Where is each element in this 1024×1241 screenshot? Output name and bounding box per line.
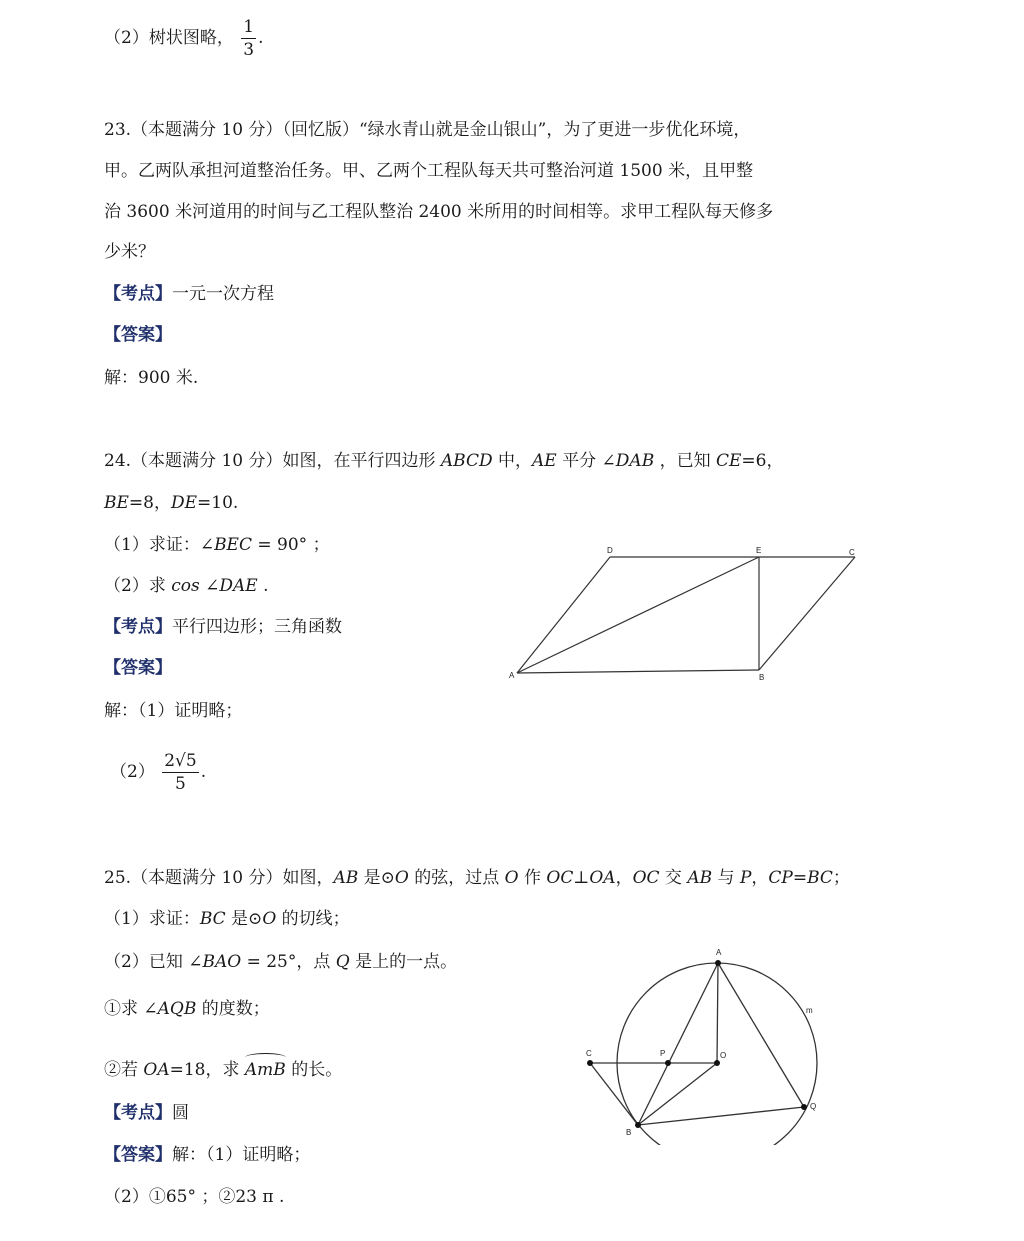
q24-dab: DAB <box>615 451 655 471</box>
q22-answer-line <box>104 16 263 61</box>
point-a <box>715 960 721 966</box>
q24-part-1 <box>104 533 330 557</box>
q24-ae: AE <box>532 451 557 471</box>
q25-text: （2）已知 ∠ <box>104 952 203 972</box>
label-m: m <box>806 1006 813 1015</box>
q24-line-2 <box>104 491 238 515</box>
label-q: Q <box>810 1102 817 1111</box>
q25-text: 的弦，过点 <box>408 868 505 888</box>
q25-bao: BAO <box>202 952 242 972</box>
q23-answer-heading <box>104 323 172 347</box>
segment-bq <box>638 1107 804 1125</box>
q24-kaodian-tag: 【考点】 <box>104 617 172 637</box>
label-a: A <box>716 948 722 957</box>
q22-frac-den: 3 <box>243 40 255 60</box>
q24-text: ∠ <box>199 576 220 596</box>
q24-text: . <box>257 576 269 596</box>
q25-text: = 25°，点 <box>241 952 336 972</box>
q24-text: （1）求证：∠ <box>104 535 215 555</box>
q24-kaodian-text: 平行四边形；三角函数 <box>172 617 342 637</box>
q24-solution-1: 解：（1）证明略； <box>104 701 243 721</box>
label-c: C <box>849 548 855 557</box>
q24-solution-2 <box>110 750 206 795</box>
q25-kaodian <box>104 1101 189 1125</box>
q25-circle-figure <box>580 945 840 1145</box>
q25-p: P <box>739 868 752 888</box>
q25-ab: AB <box>687 868 713 888</box>
q25-text: 的度数； <box>196 999 270 1019</box>
q24-text: =10. <box>197 493 239 513</box>
label-c: C <box>586 1049 592 1058</box>
q24-cos: cos <box>171 576 200 596</box>
q23-line-2: 甲。乙两队承担河道整治任务。甲、乙两个工程队每天共可整治河道 1500 米，且甲整 <box>104 161 754 181</box>
q25-arc-amb: AmB <box>244 1060 286 1080</box>
q25-line-1 <box>104 866 850 890</box>
q24-solution-2-suffix: . <box>200 762 207 782</box>
q22-suffix: . <box>258 28 264 48</box>
q24-be: BE <box>104 493 129 513</box>
edge-ad <box>517 557 610 673</box>
q25-text: 与 <box>712 868 740 888</box>
q25-o: O <box>394 868 409 888</box>
edge-ab <box>517 670 759 673</box>
q23-kaodian-tag: 【考点】 <box>104 284 172 304</box>
q24-frac-den: 5 <box>175 774 186 794</box>
label-b: B <box>759 673 765 682</box>
q24-text: 平分 ∠ <box>556 451 616 471</box>
point-c <box>587 1060 593 1066</box>
q22-fraction <box>241 16 256 61</box>
q25-text: 25.（本题满分 10 分）如图， <box>104 868 334 888</box>
q25-cp-bc: CP=BC <box>768 868 833 888</box>
point-p <box>665 1060 671 1066</box>
segment-ab <box>638 963 718 1125</box>
q25-answer-text: 解：（1）证明略； <box>172 1145 311 1165</box>
q25-text: 是⊙ <box>358 868 395 888</box>
q25-oc-perp-oa: OC⊥OA <box>546 868 616 888</box>
q25-kaodian-text: 圆 <box>172 1103 189 1123</box>
q24-ce: CE <box>716 451 742 471</box>
q25-sub-1 <box>104 997 270 1021</box>
q25-part-2 <box>104 950 457 974</box>
q23-answer-tag: 【答案】 <box>104 325 172 345</box>
q25-o: O <box>262 909 277 929</box>
q23-kaodian-text: 一元一次方程 <box>172 284 274 304</box>
label-o: O <box>720 1051 727 1060</box>
q25-part-1 <box>104 907 350 931</box>
q25-aqb: AQB <box>157 999 197 1019</box>
q25-text: 作 <box>518 868 547 888</box>
q23-line-3: 治 3600 米河道用的时间与乙工程队整治 2400 米所用的时间相等。求甲工程队每天修多 <box>104 202 774 222</box>
q25-ab: AB <box>333 868 359 888</box>
q24-text: （2）求 <box>104 576 172 596</box>
q24-text: =8， <box>128 493 171 513</box>
q25-text: 是⊙ <box>225 909 263 929</box>
q24-text: =6， <box>741 451 784 471</box>
q25-kaodian-tag: 【考点】 <box>104 1103 172 1123</box>
q24-solution-fraction <box>162 750 198 795</box>
q25-text: 是上的一点。 <box>349 952 458 972</box>
q25-text: （1）求证： <box>104 909 200 929</box>
label-a: A <box>509 671 515 680</box>
point-b <box>635 1122 641 1128</box>
point-q <box>801 1104 807 1110</box>
q24-text: 中， <box>492 451 533 471</box>
label-e: E <box>756 546 762 555</box>
q25-text: ； <box>832 868 850 888</box>
q24-part-2 <box>104 574 269 598</box>
q25-text: 的长。 <box>285 1060 343 1080</box>
q23-line-1: 23.（本题满分 10 分）（回忆版）“绿水青山就是金山银山”，为了更进一步优化环境， <box>104 120 751 140</box>
q25-text: ， <box>615 868 633 888</box>
q25-text: ， <box>751 868 769 888</box>
q24-text: = 90° ； <box>251 535 330 555</box>
q25-text: =18，求 <box>169 1060 245 1080</box>
q24-abcd: ABCD <box>440 451 493 471</box>
q22-prefix: （2）树状图略， <box>104 28 234 48</box>
q25-text: ②若 <box>104 1060 144 1080</box>
label-d: D <box>607 546 613 555</box>
point-o <box>714 1060 720 1066</box>
q24-dae: DAE <box>219 576 258 596</box>
q25-o: O <box>504 868 519 888</box>
q24-text: 24.（本题满分 10 分）如图，在平行四边形 <box>104 451 441 471</box>
q25-oc: OC <box>632 868 660 888</box>
label-p: P <box>660 1049 666 1058</box>
label-b: B <box>626 1128 632 1137</box>
q25-text: ①求 ∠ <box>104 999 158 1019</box>
segment-aq <box>718 963 804 1107</box>
segment-bc <box>590 1063 638 1125</box>
q25-q: Q <box>335 952 350 972</box>
q24-answer-heading <box>104 656 172 680</box>
segment-ao <box>717 963 718 1063</box>
q25-answer <box>104 1143 310 1167</box>
q22-frac-num: 1 <box>243 17 255 37</box>
q25-text: 交 <box>659 868 688 888</box>
edge-bc <box>759 557 855 670</box>
q24-answer-tag: 【答案】 <box>104 658 172 678</box>
q24-kaodian <box>104 615 342 639</box>
q24-frac-num: 2√5 <box>164 751 197 771</box>
q24-de: DE <box>170 493 198 513</box>
q25-sub-2 <box>104 1058 342 1082</box>
q25-solution-2: （2）①65° ；②23 π . <box>104 1187 285 1207</box>
q24-solution-2-prefix: （2） <box>110 762 155 782</box>
q25-answer-tag: 【答案】 <box>104 1145 172 1165</box>
q24-text: ，已知 <box>654 451 716 471</box>
q25-oa: OA <box>143 1060 170 1080</box>
segment-ae <box>517 557 759 673</box>
q23-solution: 解：900 米. <box>104 368 199 388</box>
q24-line-1 <box>104 449 783 473</box>
q25-text: 的切线； <box>276 909 350 929</box>
q24-bec: BEC <box>214 535 252 555</box>
q24-parallelogram-figure <box>505 543 865 683</box>
q25-bc: BC <box>199 909 226 929</box>
segment-bo <box>638 1063 717 1125</box>
q23-line-4: 少米？ <box>104 242 155 262</box>
q23-kaodian <box>104 282 274 306</box>
